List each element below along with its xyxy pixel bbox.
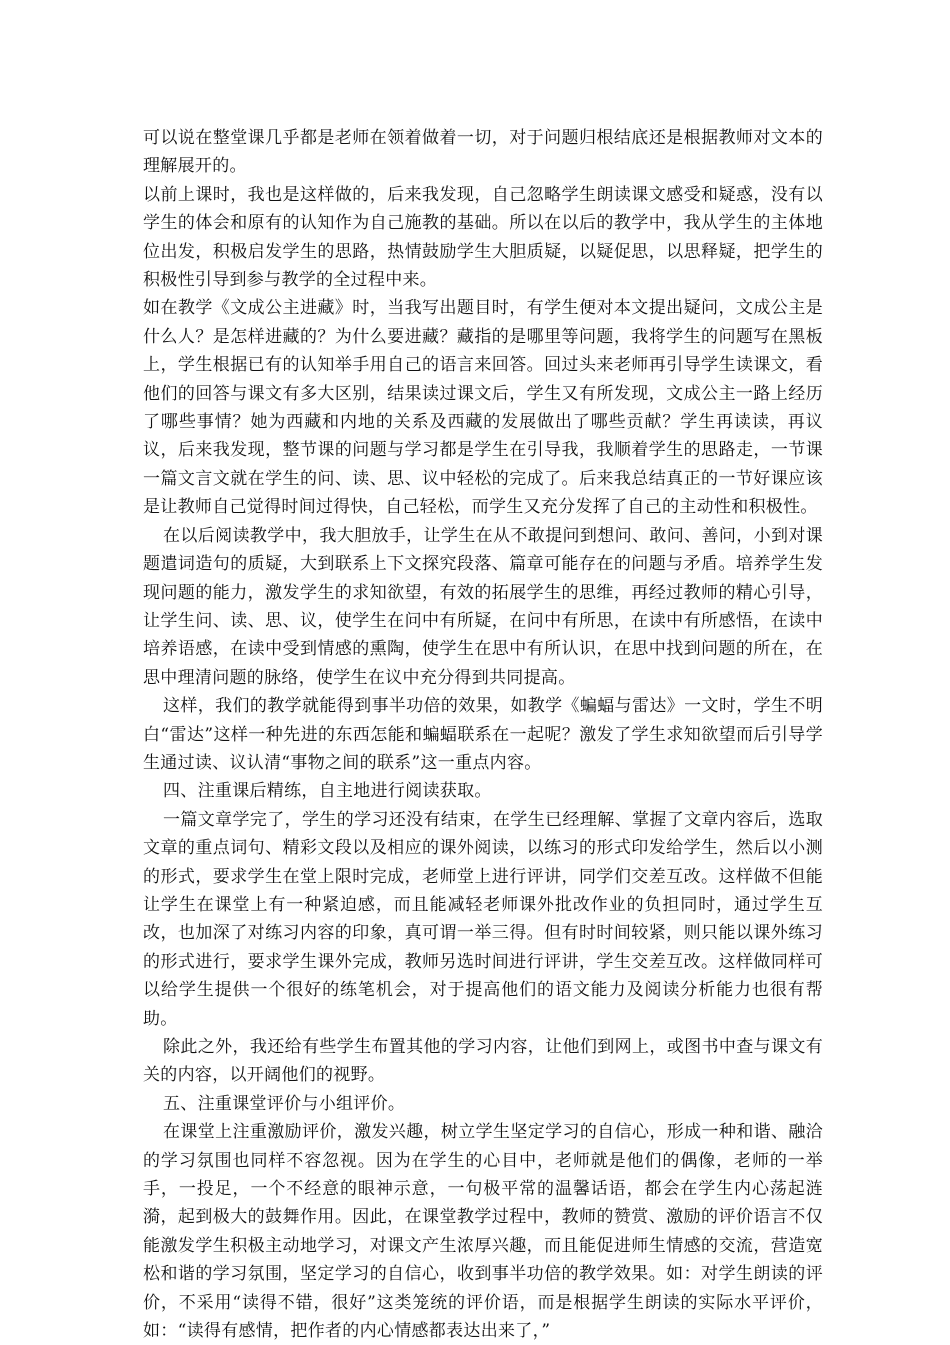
paragraph-intro-summary: 可以说在整堂课几乎都是老师在领着做着一切，对于问题归根结底还是根据教师对文本的理解展开的。 <box>143 128 823 177</box>
paragraph-classroom-evaluation: 在课堂上注重激励评价，激发兴趣，树立学生坚定学习的自信心，形成一种和谐、融洽的学习氛围也同样不容忽视。因为在学生的心目中，老师就是他们的偶像，老师的一举手，一投足，一个不经意的眼神示意，一句极平常的温馨话语，都会在学生内心荡起涟漪，起到极大的鼓舞作用。因此，在课堂教学过程中，教师的赞赏、激励的评价语言不仅能激发学生积极主动地学习，对课文产生浓厚兴趣，而且能促进师生情感的交流，营造宽松和谐的学习氛围，坚定学习的自信心，收到事半功倍的教学效果。如：对学生朗读的评价，不采用“读得不错，很好”这类笼统的评价语，而是根据学生朗读的实际水平评价，如：“读得有感情，把作者的内心情感都表达出来了，” <box>143 1122 823 1342</box>
paragraph-bat-radar-example: 这样，我们的教学就能得到事半功倍的效果，如教学《蝙蝠与雷达》一文时，学生不明白“雷达”这样一种先进的东西怎能和蝙蝠联系在一起呢？激发了学生求知欲望而后引导学生通过读、议认清“事物之间的联系”这一重点内容。 <box>143 696 823 773</box>
section-heading-five: 五、注重课堂评价与小组评价。 <box>163 1093 406 1114</box>
paragraph-extra-learning: 除此之外，我还给有些学生布置其他的学习内容，让他们到网上，或图书中查与课文有关的内容，以开阔他们的视野。 <box>143 1037 823 1086</box>
section-heading-four: 四、注重课后精练，自主地进行阅读获取。 <box>163 781 492 802</box>
paragraph-reading-teaching: 在以后阅读教学中，我大胆放手，让学生在从不敢提问到想问、敢问、善问，小到对课题遣词造句的质疑，大到联系上下文探究段落、篇章可能存在的问题与矛盾。培养学生发现问题的能力，激发学生的求知欲望，有效的拓展学生的思维，再经过教师的精心引导，让学生问、读、思、议，使学生在问中有所疑，在问中有所思，在读中有所感悟，在读中培养语感，在读中受到情感的熏陶，使学生在思中有所认识，在思中找到问题的所在，在思中理清问题的脉络，使学生在议中充分得到共同提高。 <box>143 525 823 688</box>
paragraph-after-class-practice: 一篇文章学完了，学生的学习还没有结束，在学生已经理解、掌握了文章内容后，选取文章的重点词句、精彩文段以及相应的课外阅读，以练习的形式印发给学生，然后以小测的形式，要求学生在堂上限时完成，老师堂上进行评讲，同学们交差互改。这样做不但能让学生在课堂上有一种紧迫感，而且能减轻老师课外批改作业的负担同时，通过学生互改，也加深了对练习内容的印象，真可谓一举三得。但有时时间较紧，则只能以课外练习的形式进行，要求学生课外完成，教师另选时间进行评讲，学生交差互改。这样做同样可以给学生提供一个很好的练笔机会，对于提高他们的语文能力及阅读分析能力也很有帮助。 <box>143 809 823 1029</box>
paragraph-previous-practice: 以前上课时，我也是这样做的，后来我发现，自己忽略学生朗读课文感受和疑惑，没有以学生的体会和原有的认知作为自己施教的基础。所以在以后的教学中，我从学生的主体地位出发，积极启发学生的思路，热情鼓励学生大胆质疑，以疑促思，以思释疑，把学生的积极性引导到参与教学的全过程中来。 <box>143 184 823 291</box>
paragraph-wencheng-example: 如在教学《文成公主进藏》时，当我写出题目时，有学生便对本文提出疑问，文成公主是什么人？是怎样进藏的？为什么要进藏？藏指的是哪里等问题，我将学生的问题写在黑板上，学生根据已有的认知举手用自己的语言来回答。回过头来老师再引导学生读课文，看他们的回答与课文有多大区别，结果读过课文后，学生又有所发现，文成公主一路上经历了哪些事情？她为西藏和内地的关系及西藏的发展做出了哪些贡献？学生再读读，再议议，后来我发现，整节课的问题与学习都是学生在引导我，我顺着学生的思路走，一节课一篇文言文就在学生的问、读、思、议中轻松的完成了。后来我总结真正的一节好课应该是让教师自己觉得时间过得快，自己轻松，而学生又充分发挥了自己的主动性和积极性。 <box>143 298 823 518</box>
document-body <box>143 124 823 1345</box>
